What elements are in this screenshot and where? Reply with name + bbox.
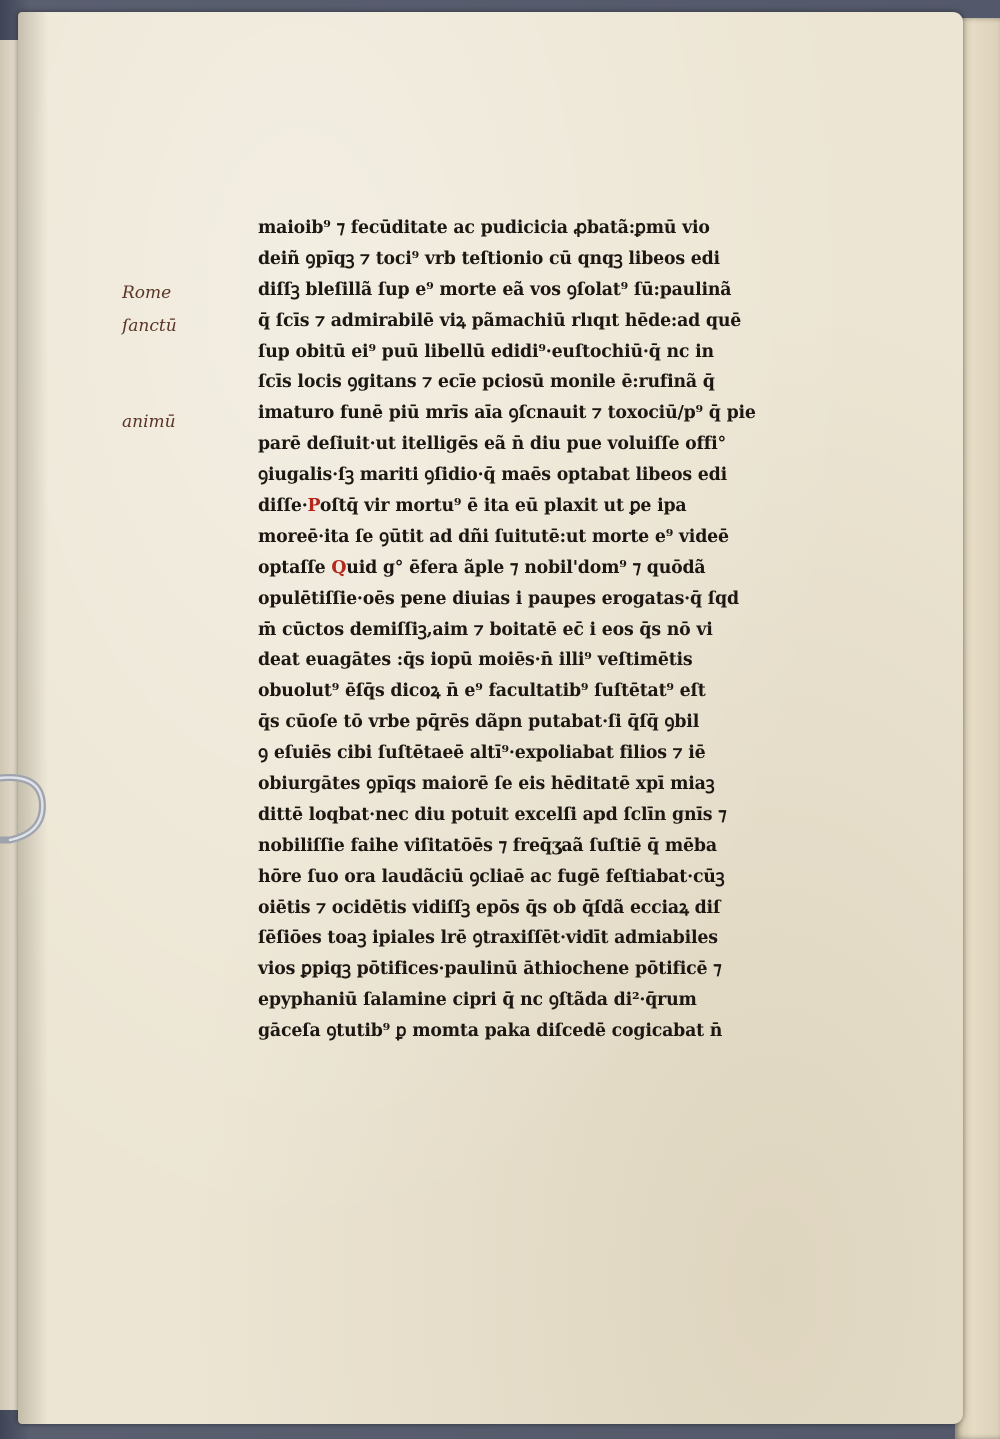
- text-line: [258, 553, 823, 584]
- text-fragment: oſtq̄ vir mortu⁹ ē ita eū plaxit ut ꝑe ipa: [319, 496, 687, 517]
- text-fragment: optaſſe: [258, 557, 326, 578]
- marginal-note: animū: [122, 412, 176, 432]
- text-line: ꝯ eſuiēs cibi ſuſtētaeē altī⁹·expoliabat filios ⁊ iē: [258, 743, 706, 764]
- text-line: [258, 491, 823, 522]
- text-line: ſcīs locis ꝯgitans ⁊ ecīe pciosū monile ē:rufinã q̄: [258, 372, 715, 393]
- text-line: q̄s cūoſe tō vrbe pq̄rēs dãpn putabat·ſi q̄ſq̄ ꝯbil: [258, 712, 700, 733]
- text-line: opulētiſſie·oēs pene diuias i paupes erogatas·q̄ ſqd: [258, 588, 739, 609]
- text-line: ꝯiugalis·ſꝫ mariti ꝯſidio·q̄ maēs optabat libeos edi: [258, 465, 727, 486]
- text-block: [258, 213, 828, 1047]
- rubric-initial: Q: [331, 557, 347, 578]
- text-line: moreē·ita ſe ꝯūtit ad dñi ſuitutē:ut morte e⁹ videē: [258, 526, 729, 547]
- text-line: q̄ ſcīs ⁊ admirabilē viꝝ pãmachiū rlıqıt hēde:ad quē: [258, 310, 742, 331]
- text-line: m̄ cūctos demiſſiꝫ,aim ⁊ boitatē ec̄ i eos q̄s nō vi: [258, 619, 713, 640]
- text-line: obuolut⁹ ēſq̄s dicoꝝ n̄ e⁹ facultatib⁹ ſuſtētat⁹ eſt: [258, 681, 706, 702]
- text-fragment: uid g° ēfera ãple ⁊ nobil'dom⁹ ⁊ quōdã: [346, 557, 706, 578]
- text-line: parē deſiuit·ut itelligēs eã n̄ diu pue voluiſſe offi°: [258, 434, 726, 455]
- text-line: dittē loqbat·nec diu potuit excelſi apd ſclīn gnīs ⁊: [258, 804, 727, 825]
- marginal-note: ſanctū: [122, 316, 177, 336]
- text-line: nobiliſſie faihe viſitatōēs ⁊ freq̄ʒaã ſuſtiē q̄ mēba: [258, 835, 717, 856]
- paper-clip-icon: [0, 770, 48, 850]
- text-line: epyphaniū ſalamine cipri q̄ nc ꝯſtãda di²·q̄rum: [258, 990, 697, 1011]
- text-line: hōre ſuo ora laudãciū ꝯcliaē ac fugē feſtiabat·cūꝫ: [258, 866, 725, 887]
- text-line: diſſꝫ bleſillã ſup e⁹ morte eã vos ꝯſolat⁹ ſū:paulinã: [258, 279, 732, 300]
- marginal-note: Rome: [122, 283, 172, 303]
- text-line: gāceſa ꝯtutib⁹ ꝑ momta paka diſcedē cogicabat n̄: [258, 1021, 723, 1042]
- rubric-initial: P: [307, 496, 320, 517]
- text-line: vios ꝑpiqꝫ pōtifices·paulinū āthiochene pōtificē ⁊: [258, 959, 722, 980]
- text-line: maioib⁹ ⁊ fecūditate ac pudicicia ꝓbatã:ꝑmū vio: [258, 218, 710, 238]
- text-line: imaturo funē piū mrīs aīa ꝯſcnauit ⁊ toxociū/p⁹ q̄ pie: [258, 403, 756, 424]
- text-line: ſēſiōes toaꝫ ipiales lrē ꝯtraxiſſēt·vidīt admiabiles: [258, 928, 718, 949]
- text-line: obiurgātes ꝯpīqs maiorē ſe eis hēditatē xpī miaꝫ: [258, 774, 715, 795]
- text-line: ſup obitū ei⁹ puū libellū edidi⁹·euſtochiū·q̄ nc in: [258, 341, 714, 362]
- text-fragment: diſſe·: [258, 496, 308, 517]
- text-line: deiñ ꝯpīqꝫ ⁊ toci⁹ vrb teſtionio cū qnqꝫ libeos edi: [258, 248, 720, 269]
- text-line: deat euagātes :q̄s iopū moiēs·n̄ illi⁹ veſtimētis: [258, 650, 693, 671]
- text-line: oiētis ⁊ ocidētis vidiſſꝫ epōs q̄s ob q̄ſdã ecciaꝝ diſ: [258, 897, 721, 918]
